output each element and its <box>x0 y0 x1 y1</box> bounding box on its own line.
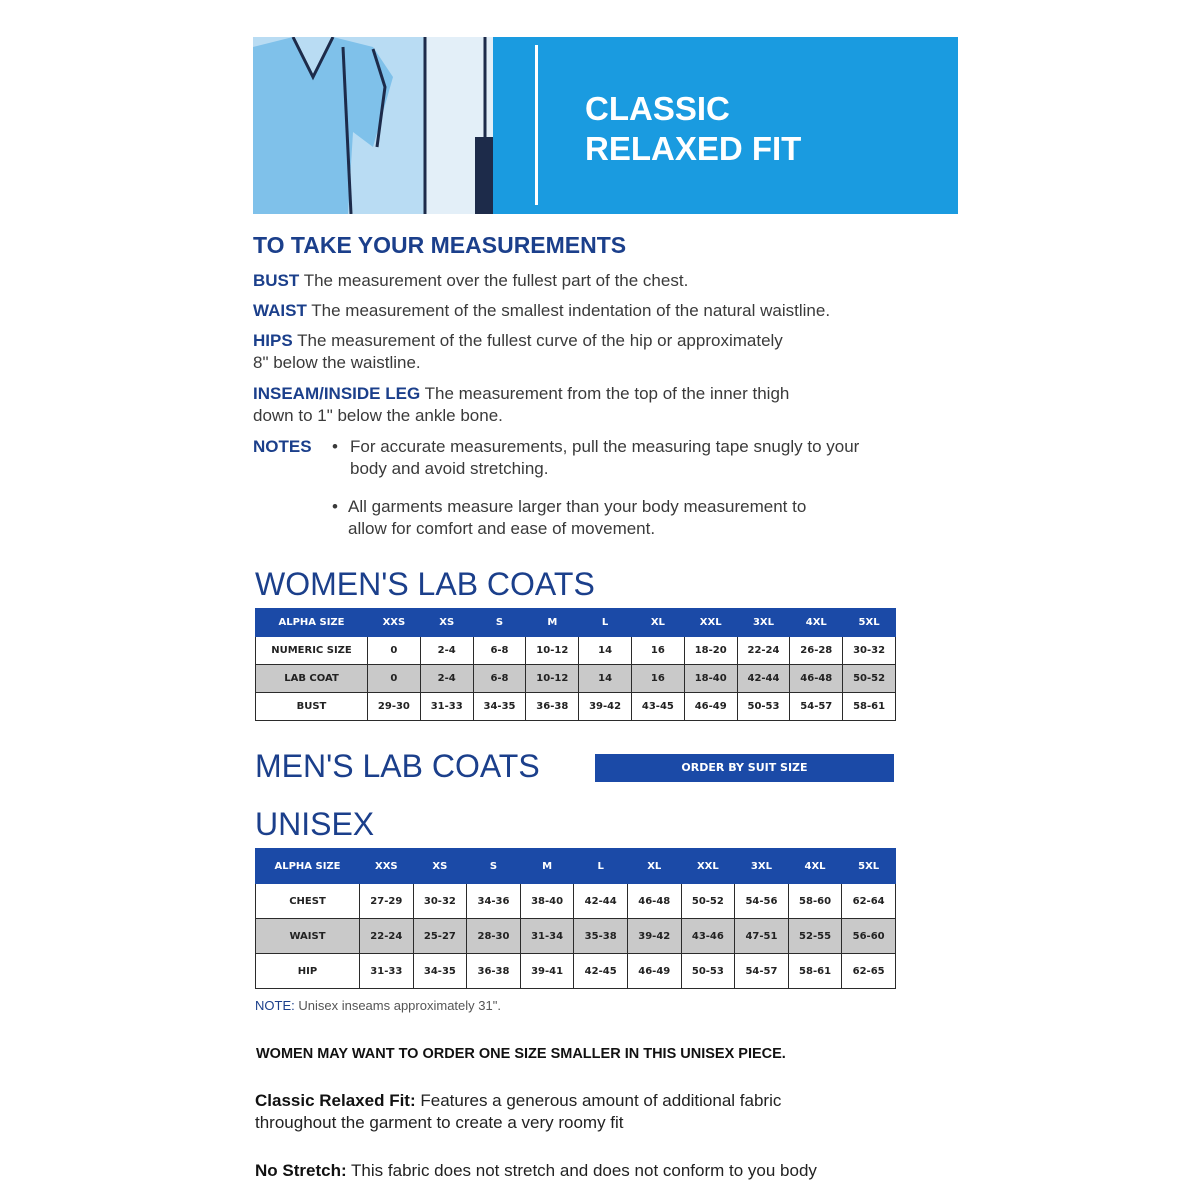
size-cell: XXS <box>368 609 421 637</box>
womens-size-table <box>255 608 896 721</box>
size-cell: 38-40 <box>520 884 574 919</box>
size-cell: 30-32 <box>413 884 467 919</box>
size-cell: 5XL <box>842 849 896 884</box>
measurements-heading: TO TAKE YOUR MEASUREMENTS <box>253 232 627 258</box>
size-cell: 25-27 <box>413 919 467 954</box>
order-by-suit-size-button[interactable]: ORDER BY SUIT SIZE <box>595 754 894 782</box>
hips-definition <box>253 330 783 374</box>
row-label-cell: CHEST <box>256 884 360 919</box>
size-cell: 42-44 <box>574 884 628 919</box>
note-1-line2: body and avoid stretching. <box>350 459 549 478</box>
size-cell: 43-45 <box>631 693 684 721</box>
table-row <box>256 954 896 989</box>
size-cell: 58-61 <box>788 954 842 989</box>
note-2-line1: All garments measure larger than your body measurement to <box>348 497 807 516</box>
size-cell: 50-52 <box>843 665 896 693</box>
row-label-cell: BUST <box>256 693 368 721</box>
table-row <box>256 665 896 693</box>
inseam-text-2: down to 1" below the ankle bone. <box>253 406 503 425</box>
size-cell: 30-32 <box>843 637 896 665</box>
table-header-row <box>256 849 896 884</box>
size-cell: 14 <box>579 665 632 693</box>
bust-definition <box>253 270 688 292</box>
size-cell: 50-53 <box>681 954 735 989</box>
size-cell: 10-12 <box>526 637 579 665</box>
size-cell: 18-40 <box>684 665 737 693</box>
size-cell: XL <box>631 609 684 637</box>
size-cell: 18-20 <box>684 637 737 665</box>
waist-definition <box>253 300 830 322</box>
size-cell: 62-65 <box>842 954 896 989</box>
size-cell: XL <box>627 849 681 884</box>
size-cell: 34-35 <box>473 693 526 721</box>
size-cell: S <box>473 609 526 637</box>
classic-relaxed-fit-description <box>255 1090 781 1134</box>
garment-illustration <box>253 37 493 214</box>
size-cell: 5XL <box>843 609 896 637</box>
row-label-cell: ALPHA SIZE <box>256 849 360 884</box>
size-cell: 16 <box>631 665 684 693</box>
note-2-line2: allow for comfort and ease of movement. <box>348 519 656 538</box>
unisex-note-text: Unisex inseams approximately 31". <box>298 998 501 1013</box>
size-cell: 39-41 <box>520 954 574 989</box>
size-cell: 54-56 <box>735 884 789 919</box>
unisex-size-table <box>255 848 896 989</box>
size-cell: 52-55 <box>788 919 842 954</box>
unisex-title: UNISEX <box>255 806 375 842</box>
size-cell: 54-57 <box>735 954 789 989</box>
size-cell: 42-44 <box>737 665 790 693</box>
size-cell: L <box>574 849 628 884</box>
bust-text: The measurement over the fullest part of the chest. <box>303 271 689 290</box>
size-cell: 34-35 <box>413 954 467 989</box>
size-cell: 46-49 <box>684 693 737 721</box>
size-cell: 2-4 <box>420 665 473 693</box>
size-cell: 42-45 <box>574 954 628 989</box>
size-cell: 46-48 <box>627 884 681 919</box>
note-bullet-2: • <box>332 497 338 516</box>
no-stretch-description <box>255 1160 817 1182</box>
size-cell: 22-24 <box>360 919 414 954</box>
size-cell: 62-64 <box>842 884 896 919</box>
womens-title: WOMEN'S LAB COATS <box>255 566 595 602</box>
size-cell: S <box>467 849 521 884</box>
ns-text: This fabric does not stretch and does not conform to you body <box>351 1161 817 1180</box>
size-cell: 10-12 <box>526 665 579 693</box>
unisex-note <box>255 998 501 1013</box>
size-cell: 39-42 <box>627 919 681 954</box>
size-cell: 22-24 <box>737 637 790 665</box>
note-2 <box>348 496 806 540</box>
size-cell: 31-33 <box>360 954 414 989</box>
women-size-advice: WOMEN MAY WANT TO ORDER ONE SIZE SMALLER IN THIS UNISEX PIECE. <box>256 1046 786 1062</box>
size-cell: 4XL <box>788 849 842 884</box>
size-cell: 54-57 <box>790 693 843 721</box>
size-cell: 56-60 <box>842 919 896 954</box>
size-cell: 26-28 <box>790 637 843 665</box>
size-cell: 36-38 <box>467 954 521 989</box>
size-cell: 27-29 <box>360 884 414 919</box>
note-1-line1: For accurate measurements, pull the measuring tape snugly to your <box>350 437 860 456</box>
size-cell: M <box>526 609 579 637</box>
size-cell: 2-4 <box>420 637 473 665</box>
size-cell: XXS <box>360 849 414 884</box>
size-cell: 58-60 <box>788 884 842 919</box>
size-cell: 35-38 <box>574 919 628 954</box>
size-cell: 39-42 <box>579 693 632 721</box>
size-cell: 16 <box>631 637 684 665</box>
crf-label: Classic Relaxed Fit: <box>255 1091 416 1110</box>
size-cell: XS <box>413 849 467 884</box>
size-cell: XXL <box>681 849 735 884</box>
waist-text: The measurement of the smallest indentation of the natural waistline. <box>311 301 831 320</box>
size-cell: XS <box>420 609 473 637</box>
inseam-definition <box>253 383 789 427</box>
unisex-note-label: NOTE: <box>255 998 295 1013</box>
size-cell: 58-61 <box>843 693 896 721</box>
table-row <box>256 919 896 954</box>
banner-title <box>585 89 801 169</box>
waist-label: WAIST <box>253 301 307 320</box>
size-cell: 0 <box>368 665 421 693</box>
size-cell: 3XL <box>735 849 789 884</box>
table-row <box>256 884 896 919</box>
row-label-cell: WAIST <box>256 919 360 954</box>
banner-title-line1: CLASSIC <box>585 90 730 127</box>
size-cell: 6-8 <box>473 637 526 665</box>
table-header-row <box>256 609 896 637</box>
mens-title: MEN'S LAB COATS <box>255 748 540 784</box>
crf-text-1: Features a generous amount of additional fabric <box>420 1091 782 1110</box>
size-cell: 29-30 <box>368 693 421 721</box>
ns-label: No Stretch: <box>255 1161 347 1180</box>
note-1 <box>350 436 859 480</box>
size-cell: 31-33 <box>420 693 473 721</box>
size-cell: 28-30 <box>467 919 521 954</box>
size-cell: 34-36 <box>467 884 521 919</box>
size-cell: 14 <box>579 637 632 665</box>
size-cell: 50-53 <box>737 693 790 721</box>
size-cell: 36-38 <box>526 693 579 721</box>
size-cell: 31-34 <box>520 919 574 954</box>
size-cell: M <box>520 849 574 884</box>
row-label-cell: LAB COAT <box>256 665 368 693</box>
bust-label: BUST <box>253 271 300 290</box>
size-cell: 46-49 <box>627 954 681 989</box>
row-label-cell: ALPHA SIZE <box>256 609 368 637</box>
size-cell: 6-8 <box>473 665 526 693</box>
row-label-cell: NUMERIC SIZE <box>256 637 368 665</box>
size-cell: 3XL <box>737 609 790 637</box>
header-banner <box>253 37 958 214</box>
notes-label: NOTES <box>253 437 312 456</box>
hips-label: HIPS <box>253 331 293 350</box>
table-row <box>256 693 896 721</box>
size-cell: 46-48 <box>790 665 843 693</box>
size-cell: XXL <box>684 609 737 637</box>
banner-divider <box>535 45 538 205</box>
size-cell: 0 <box>368 637 421 665</box>
banner-title-line2: RELAXED FIT <box>585 130 802 167</box>
note-bullet-1: • <box>332 437 338 456</box>
size-cell: 43-46 <box>681 919 735 954</box>
size-cell: 4XL <box>790 609 843 637</box>
table-row <box>256 637 896 665</box>
inseam-text-1: The measurement from the top of the inner thigh <box>424 384 790 403</box>
hips-text-1: The measurement of the fullest curve of the hip or approximately <box>297 331 783 350</box>
size-cell: 47-51 <box>735 919 789 954</box>
size-cell: L <box>579 609 632 637</box>
size-cell: 50-52 <box>681 884 735 919</box>
crf-text-2: throughout the garment to create a very roomy fit <box>255 1113 624 1132</box>
row-label-cell: HIP <box>256 954 360 989</box>
hips-text-2: 8" below the waistline. <box>253 353 421 372</box>
inseam-label: INSEAM/INSIDE LEG <box>253 384 421 403</box>
